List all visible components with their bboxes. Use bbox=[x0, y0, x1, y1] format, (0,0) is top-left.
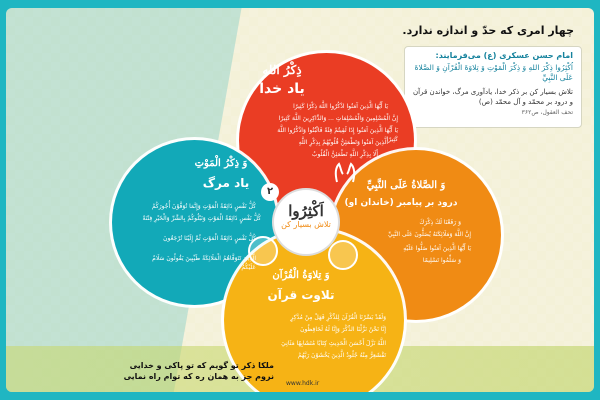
section-3-verse: وَلَقَدْ يَسَّرْنَا الْقُرْآنَ لِلذِّكْرِ فَهَلْ مِنْ مُدَّكِرٍ bbox=[290, 314, 386, 321]
section-4-verse: وَ سَلِّمُوا تَسْلِيمًا bbox=[422, 257, 461, 264]
hadith-source: تحف العقول، ص۳۶۲ bbox=[521, 109, 573, 116]
poem bbox=[24, 360, 274, 382]
section-2-verse: الَّذِينَ تَتَوَفَّاهُمُ الْمَلَائِكَةُ طَيِّبِينَ يَقُولُونَ سَلَامٌ عَلَيْكُمُ bbox=[152, 255, 256, 271]
section-1-verse: الَّذِينَ آمَنُوا وَتَطْمَئِنُّ قُلُوبُهُمْ بِذِكْرِ اللَّهِ bbox=[298, 139, 388, 146]
section-1-verse: يَا أَيُّهَا الَّذِينَ آمَنُوا إِذَا لَقِيتُمْ فِئَةً فَاثْبُتُوا وَاذْكُرُوا اللَّهَ كَثِيرًا bbox=[277, 127, 398, 143]
section-2-verse: كُلُّ نَفْسٍ ذَائِقَةُ الْمَوْتِ ثُمَّ إِلَيْنَا تُرْجَعُونَ bbox=[163, 235, 256, 242]
section-1-persian-title: یاد خدا bbox=[259, 81, 305, 97]
section-1-verse: أَلَا بِذِكْرِ اللَّهِ تَطْمَئِنُّ الْقُلُوبُ bbox=[311, 151, 378, 158]
section-3-persian-title: تلاوت قرآن bbox=[267, 288, 335, 302]
center-arabic: اَكْثِرُوا bbox=[288, 202, 324, 220]
section-3-verse: اللَّهُ نَزَّلَ أَحْسَنَ الْحَدِيثِ كِتَابًا مُتَشَابِهًا مَثَانِيَ bbox=[281, 340, 386, 347]
section-2-verse: كُلُّ نَفْسٍ ذَائِقَةُ الْمَوْتِ وَإِنَّمَا تُوَفَّوْنَ أُجُورَكُمْ bbox=[151, 203, 256, 210]
hadith-box bbox=[404, 46, 582, 128]
section-3-arabic-title: وَ تِلاوَةُ الْقُرْآن bbox=[272, 270, 330, 281]
site-url: www.hdk.ir bbox=[286, 380, 320, 387]
section-2-arabic-title: وَ ذِكْرُ الْمَوْتِ bbox=[194, 158, 248, 169]
section-1-verse: إِنَّ الْمُسْلِمِينَ وَالْمُسْلِمَاتِ ... وَالذَّاكِرِينَ اللَّهَ كَثِيرًا bbox=[278, 115, 398, 122]
section-4-verse: وَ رَفَعْنَا لَكَ ذِكْرَكَ bbox=[419, 219, 461, 226]
poster-frame bbox=[6, 8, 594, 392]
section-4-verse: يَا أَيُّهَا الَّذِينَ آمَنُوا صَلُّوا عَلَيْهِ bbox=[403, 245, 471, 252]
section-4-arabic-title: وَ الصَّلاةُ عَلَى النَّبِيِّ bbox=[366, 180, 446, 191]
section-2-persian-title: یاد مرگ bbox=[202, 176, 250, 190]
section-1-arabic-title: ذِكْرُ الله bbox=[262, 63, 302, 77]
center-badge bbox=[274, 190, 338, 254]
poem-line-2: نروم جز به همان ره که توام راه نمایی bbox=[123, 372, 274, 381]
hadith-arabic: اُكْثِرُوا ذِكْرَ اللهِ وَ ذِكْرَ الْمَوْتِ وَ تِلاوَةَ الْقُرْآنِ وَ الصَّلاةَ عَلَى النَّبِيِّ bbox=[414, 63, 573, 82]
hadith-translation: تلاش بسیار کن بر ذکر خدا، یادآوری مرگ، خواندن قرآن و درود بر محمّد و آل محمّد (ص) bbox=[413, 88, 573, 106]
section-1-verse: يَا أَيُّهَا الَّذِينَ آمَنُوا اذْكُرُوا اللَّهَ ذِكْرًا كَثِيرًا bbox=[293, 103, 388, 110]
poem-line-1: ملکا ذکر تو گویم که تو پاکی و خدایی bbox=[129, 361, 274, 370]
section-2-verse: كُلُّ نَفْسٍ ذَائِقَةُ الْمَوْتِ وَنَبْلُوكُمْ بِالشَّرِّ وَالْخَيْرِ فِتْنَةً bbox=[142, 215, 261, 222]
center-persian: تلاش بسیار کن bbox=[281, 220, 331, 229]
hadith-intro: امام حسن عسکری (ع) می‌فرمایند: bbox=[435, 51, 573, 60]
section-4-verse: إِنَّ اللَّهَ وَمَلَائِكَتَهُ يُصَلُّونَ عَلَى النَّبِيِّ bbox=[387, 231, 471, 238]
number-two-badge-icon: ۲ bbox=[261, 183, 279, 201]
section-3-verse: تَقْشَعِرُّ مِنْهُ جُلُودُ الَّذِينَ يَخْشَوْنَ رَبَّهُمْ bbox=[297, 352, 386, 359]
section-4-persian-title: درود بر پیامبر (خاندان او) bbox=[344, 198, 458, 208]
person-reading-quran-icon bbox=[248, 236, 278, 266]
page-title: چهار امری که حدّ و اندازه ندارد. bbox=[402, 24, 574, 37]
section-3-verse: إِنَّا نَحْنُ نَزَّلْنَا الذِّكْرَ وَإِنَّا لَهُ لَحَافِظُونَ bbox=[300, 326, 386, 333]
